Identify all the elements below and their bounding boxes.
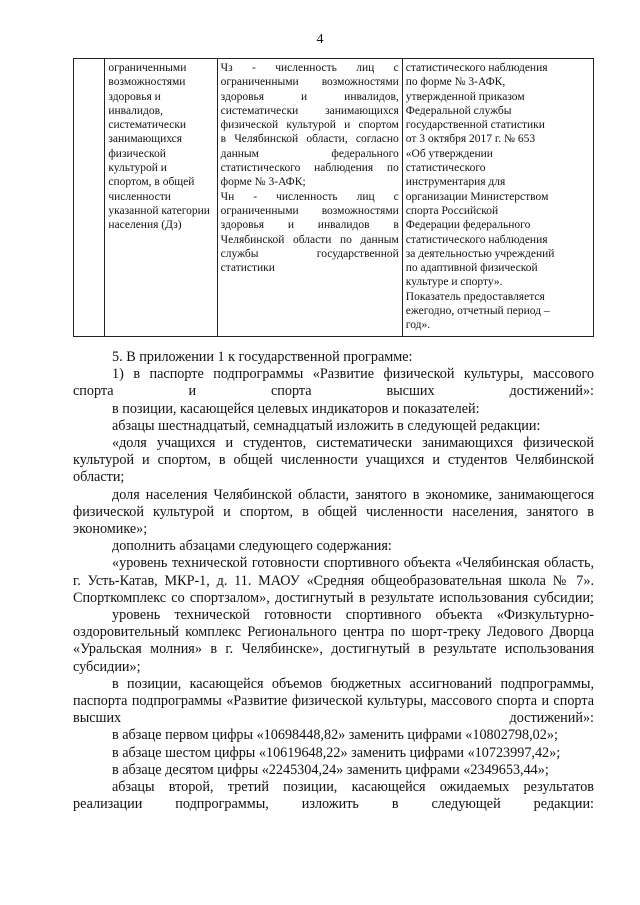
cell-line: занимающихся bbox=[108, 133, 183, 146]
paragraph: 1) в паспорте подпрограммы «Развитие физической культуры, массового спорта и спорта высших достижений»: bbox=[73, 366, 594, 400]
table-cell-indicator-name bbox=[105, 59, 217, 337]
cell-line: здоровья и инвалидов, bbox=[220, 90, 399, 103]
cell-line: Федеральной службы bbox=[405, 104, 512, 117]
cell-line: Челябинской области по данным bbox=[220, 233, 399, 246]
cell-line: статистики bbox=[220, 262, 275, 275]
cell-line: государственной статистики bbox=[405, 119, 545, 132]
cell-line: Чн - численность лиц с bbox=[220, 190, 399, 203]
cell-line: «Об утверждении bbox=[405, 147, 493, 160]
paragraph: уровень технической готовности спортивного объекта «Физкультурно-оздоровительный комплекс Регионального центра по шорт-треку Ледового Дворца «Уральская молния» в г. Челябинске», достигнутый в результате использования субсидии»; bbox=[73, 607, 594, 675]
indicator-table bbox=[73, 58, 594, 337]
cell-line: инвалидов, bbox=[108, 104, 163, 117]
cell-line: утвержденной приказом bbox=[405, 90, 525, 103]
paragraph: в позиции, касающейся целевых индикаторов и показателей: bbox=[112, 400, 480, 417]
cell-line: спорта Российской bbox=[405, 204, 499, 217]
cell-line: систематически bbox=[108, 119, 187, 132]
cell-line: статистического наблюдения по bbox=[220, 162, 399, 175]
cell-line: статистического наблюдения bbox=[405, 233, 548, 246]
cell-line: службы государственной bbox=[220, 247, 399, 260]
cell-line: указанной категории bbox=[108, 204, 210, 217]
document-body bbox=[73, 349, 594, 813]
paragraph: доля населения Челябинской области, занятого в экономике, занимающегося физической культурой и спортом, в общей численности населения, занятого в экономике»; bbox=[73, 486, 594, 538]
cell-line: здоровья и инвалидов в bbox=[220, 219, 399, 232]
paragraph: абзацы второй, третий позиции, касающейся ожидаемых результатов реализации подпрограммы, изложить в следующей редакции: bbox=[73, 779, 594, 813]
cell-line: Чз - численность лиц с bbox=[220, 62, 399, 74]
cell-line: год». bbox=[405, 319, 431, 332]
cell-line: ограниченными возможностями bbox=[220, 76, 399, 89]
cell-line: систематически занимающихся bbox=[220, 104, 399, 117]
paragraph: в абзаце первом цифры «10698448,82» заменить цифрами «10802798,02»; bbox=[112, 727, 558, 744]
cell-line: Показатель предоставляется bbox=[405, 290, 545, 303]
cell-line: ежегодно, отчетный период – bbox=[405, 305, 550, 318]
cell-line: Федерации федерального bbox=[405, 219, 531, 232]
cell-line: ограниченными bbox=[108, 62, 187, 74]
cell-line: культурой и bbox=[108, 162, 167, 175]
cell-line: статистического наблюдения bbox=[405, 62, 548, 74]
table-row bbox=[74, 59, 594, 337]
cell-line: от 3 октября 2017 г. № 653 bbox=[405, 133, 536, 146]
paragraph: в абзаце шестом цифры «10619648,22» заменить цифрами «10723997,42»; bbox=[112, 744, 561, 761]
cell-line: за деятельностью учреждений bbox=[405, 247, 555, 260]
paragraph: «уровень технической готовности спортивного объекта «Челябинская область, г. Усть-Катав, МКР-1, д. 11. МАОУ «Средняя общеобразовательная школа № 7». Спорткомплекс со спортзалом», достигнутый в результате использования субсидии; bbox=[73, 555, 594, 606]
table-cell-index bbox=[74, 59, 105, 337]
cell-line: культуре и спорту». bbox=[405, 276, 503, 289]
table-cell-formula-description bbox=[217, 59, 402, 337]
cell-line: физической bbox=[108, 147, 166, 160]
paragraph: 5. В приложении 1 к государственной программе: bbox=[112, 349, 413, 365]
page-number: 4 bbox=[316, 32, 324, 47]
cell-line: по форме № 3-АФК, bbox=[405, 76, 506, 89]
table-cell-data-source bbox=[402, 59, 593, 337]
paragraph: в позиции, касающейся объемов бюджетных ассигнований подпрограммы, паспорта подпрограммы «Развитие физической культуры, массового спорта и спорта высших достижений»: bbox=[73, 675, 594, 727]
cell-line: населения (Дз) bbox=[108, 219, 182, 232]
cell-line: статистического bbox=[405, 162, 486, 175]
cell-line: в Челябинской области, согласно bbox=[220, 133, 399, 146]
paragraph: дополнить абзацами следующего содержания: bbox=[112, 538, 392, 555]
cell-line: данным федерального bbox=[220, 147, 399, 160]
cell-line: возможностями bbox=[108, 76, 186, 89]
paragraph: в абзаце десятом цифры «2245304,24» заменить цифрами «2349653,44»; bbox=[112, 761, 549, 778]
paragraph: абзацы шестнадцатый, семнадцатый изложить в следующей редакции: bbox=[112, 417, 541, 434]
cell-line: инструментария для bbox=[405, 176, 506, 189]
cell-line: физической культурой и спортом bbox=[220, 119, 399, 132]
paragraph: «доля учащихся и студентов, систематически занимающихся физической культурой и спортом, в общей численности учащихся и студентов Челябинской области; bbox=[73, 435, 594, 486]
cell-line: спортом, в общей bbox=[108, 176, 195, 189]
cell-line: по адаптивной физической bbox=[405, 262, 538, 275]
cell-line: здоровья и bbox=[108, 90, 161, 103]
cell-line: организации Министерством bbox=[405, 190, 549, 203]
cell-line: численности bbox=[108, 190, 171, 203]
cell-line: форме № 3-АФК; bbox=[220, 176, 306, 189]
cell-line: ограниченными возможностями bbox=[220, 204, 399, 217]
